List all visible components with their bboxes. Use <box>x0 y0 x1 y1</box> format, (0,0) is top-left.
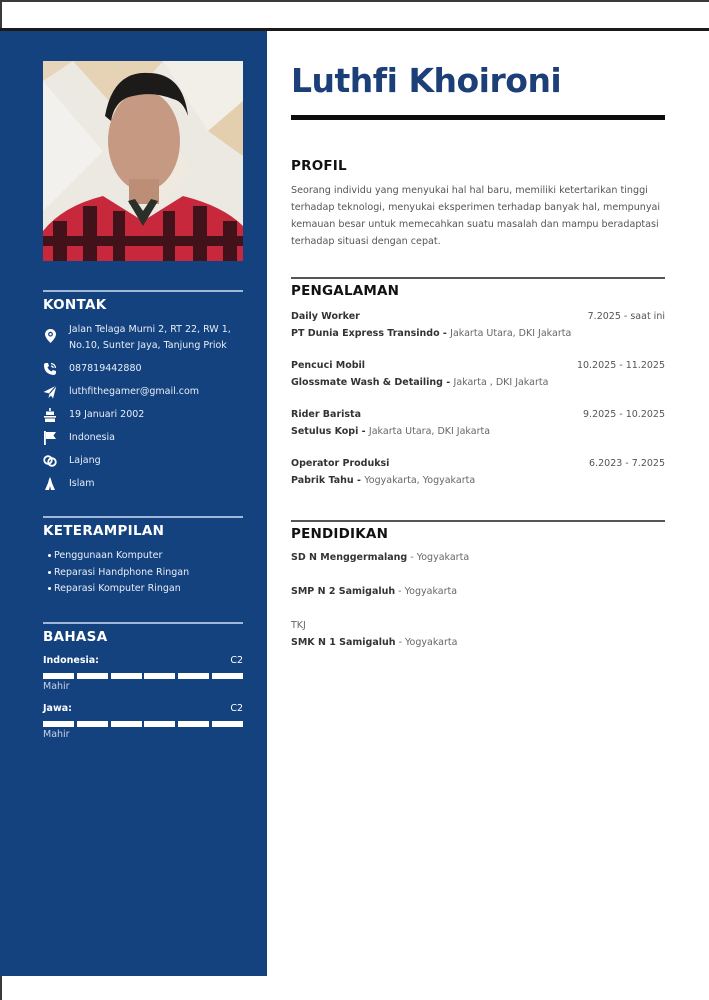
marital-status: Lajang <box>69 455 101 466</box>
page-left-border-bottom <box>0 976 2 1000</box>
experience-item <box>291 455 665 489</box>
language-level-bar <box>43 721 243 727</box>
school-name: SMP N 2 Samigaluh <box>291 585 396 597</box>
address-line-1: Jalan Telaga Murni 2, RT 22, RW 1, <box>69 324 231 335</box>
experience-item <box>291 357 665 391</box>
school-name: SD N Menggermalang <box>291 551 408 563</box>
job-location: Yogyakarta, Yogyakarta <box>364 474 476 486</box>
job-title: Operator Produksi <box>291 457 390 469</box>
languages-title: BAHASA <box>43 629 108 645</box>
location-pin-icon <box>43 329 57 343</box>
skills-section <box>43 516 243 598</box>
skill-item: Penggunaan Komputer <box>43 548 243 565</box>
send-icon <box>43 385 57 399</box>
language-name: Indonesia: <box>43 655 99 666</box>
section-divider <box>43 516 243 518</box>
skill-item: Reparasi Komputer Ringan <box>43 581 243 598</box>
email-address: luthfithegamer@gmail.com <box>69 386 200 397</box>
language-item <box>43 654 243 694</box>
experience-section <box>291 277 665 489</box>
school-name: SMK N 1 Samigaluh <box>291 636 396 648</box>
education-item <box>291 583 665 600</box>
contact-title: KONTAK <box>43 297 107 313</box>
language-proficiency: Mahir <box>43 681 70 692</box>
experience-item <box>291 308 665 342</box>
education-major: TKJ <box>291 619 306 631</box>
language-level: C2 <box>230 655 243 666</box>
job-title: Daily Worker <box>291 310 360 322</box>
language-level: C2 <box>230 703 243 714</box>
education-item <box>291 617 665 651</box>
education-title: PENDIDIKAN <box>291 525 389 542</box>
job-location: Jakarta , DKI Jakarta <box>453 376 549 388</box>
contact-address <box>43 323 243 354</box>
flag-icon <box>43 431 57 445</box>
religion: Islam <box>69 478 95 489</box>
job-company: PT Dunia Express Transindo - <box>291 327 451 339</box>
skill-item: Reparasi Handphone Ringan <box>43 565 243 582</box>
section-divider <box>291 520 665 522</box>
contact-marital-status <box>43 454 243 469</box>
job-title: Rider Barista <box>291 408 362 420</box>
education-section <box>291 520 665 651</box>
phone-icon <box>43 362 57 376</box>
school-location: - Yogyakarta <box>407 551 470 563</box>
bullet-icon <box>48 587 51 590</box>
job-date: 10.2025 - 11.2025 <box>576 359 665 371</box>
phone-number: 087819442880 <box>69 363 142 374</box>
birthdate: 19 Januari 2002 <box>69 409 145 420</box>
contact-phone <box>43 362 243 377</box>
experience-title: PENGALAMAN <box>291 282 400 299</box>
contact-nationality <box>43 431 243 446</box>
job-date: 7.2025 - saat ini <box>587 310 665 322</box>
section-divider <box>291 277 665 279</box>
profile-photo <box>43 61 243 261</box>
section-divider <box>43 290 243 292</box>
job-date: 9.2025 - 10.2025 <box>583 408 665 420</box>
language-name: Jawa: <box>43 703 72 714</box>
bullet-icon <box>48 554 51 557</box>
nationality: Indonesia <box>69 432 115 443</box>
contact-religion <box>43 477 243 492</box>
job-date: 6.2023 - 7.2025 <box>589 457 665 469</box>
contact-section <box>43 290 243 500</box>
contact-birthdate <box>43 408 243 423</box>
cake-icon <box>43 408 57 422</box>
experience-item <box>291 406 665 440</box>
contact-email <box>43 385 243 400</box>
job-company: Glossmate Wash & Detailing - <box>291 376 454 388</box>
job-location: Jakarta Utara, DKI Jakarta <box>368 425 491 437</box>
school-location: - Yogyakarta <box>395 585 458 597</box>
address-line-2: No.10, Sunter Jaya, Tanjung Priok <box>69 340 227 351</box>
bullet-icon <box>48 571 51 574</box>
skills-title: KETERAMPILAN <box>43 523 165 539</box>
profile-section <box>291 158 665 250</box>
rings-icon <box>43 454 57 468</box>
candidate-name: Luthfi Khoironi <box>291 61 562 100</box>
sidebar <box>0 31 267 976</box>
school-location: - Yogyakarta <box>395 636 458 648</box>
job-company: Pabrik Tahu - <box>291 474 365 486</box>
language-level-bar <box>43 673 243 679</box>
profile-summary: Seorang individu yang menyukai hal hal baru, memiliki ketertarikan tinggi terhadap teknologi, menyukai eksperimen terhadap banyak hal, mempunyai kemauan besar untuk memecahkan suatu masalah dan mampu beradaptasi terhadap situasi dengan cepat. <box>291 185 661 247</box>
education-item <box>291 549 665 566</box>
profile-title: PROFIL <box>291 158 347 174</box>
page-left-border <box>0 0 2 30</box>
language-proficiency: Mahir <box>43 729 70 740</box>
language-item <box>43 702 243 742</box>
section-divider <box>43 622 243 624</box>
name-underline <box>291 115 665 120</box>
page-top-border <box>0 0 709 2</box>
job-title: Pencuci Mobil <box>291 359 366 371</box>
praying-hands-icon <box>43 477 57 491</box>
job-company: Setulus Kopi - <box>291 425 369 437</box>
languages-section <box>43 622 243 750</box>
job-location: Jakarta Utara, DKI Jakarta <box>450 327 572 339</box>
